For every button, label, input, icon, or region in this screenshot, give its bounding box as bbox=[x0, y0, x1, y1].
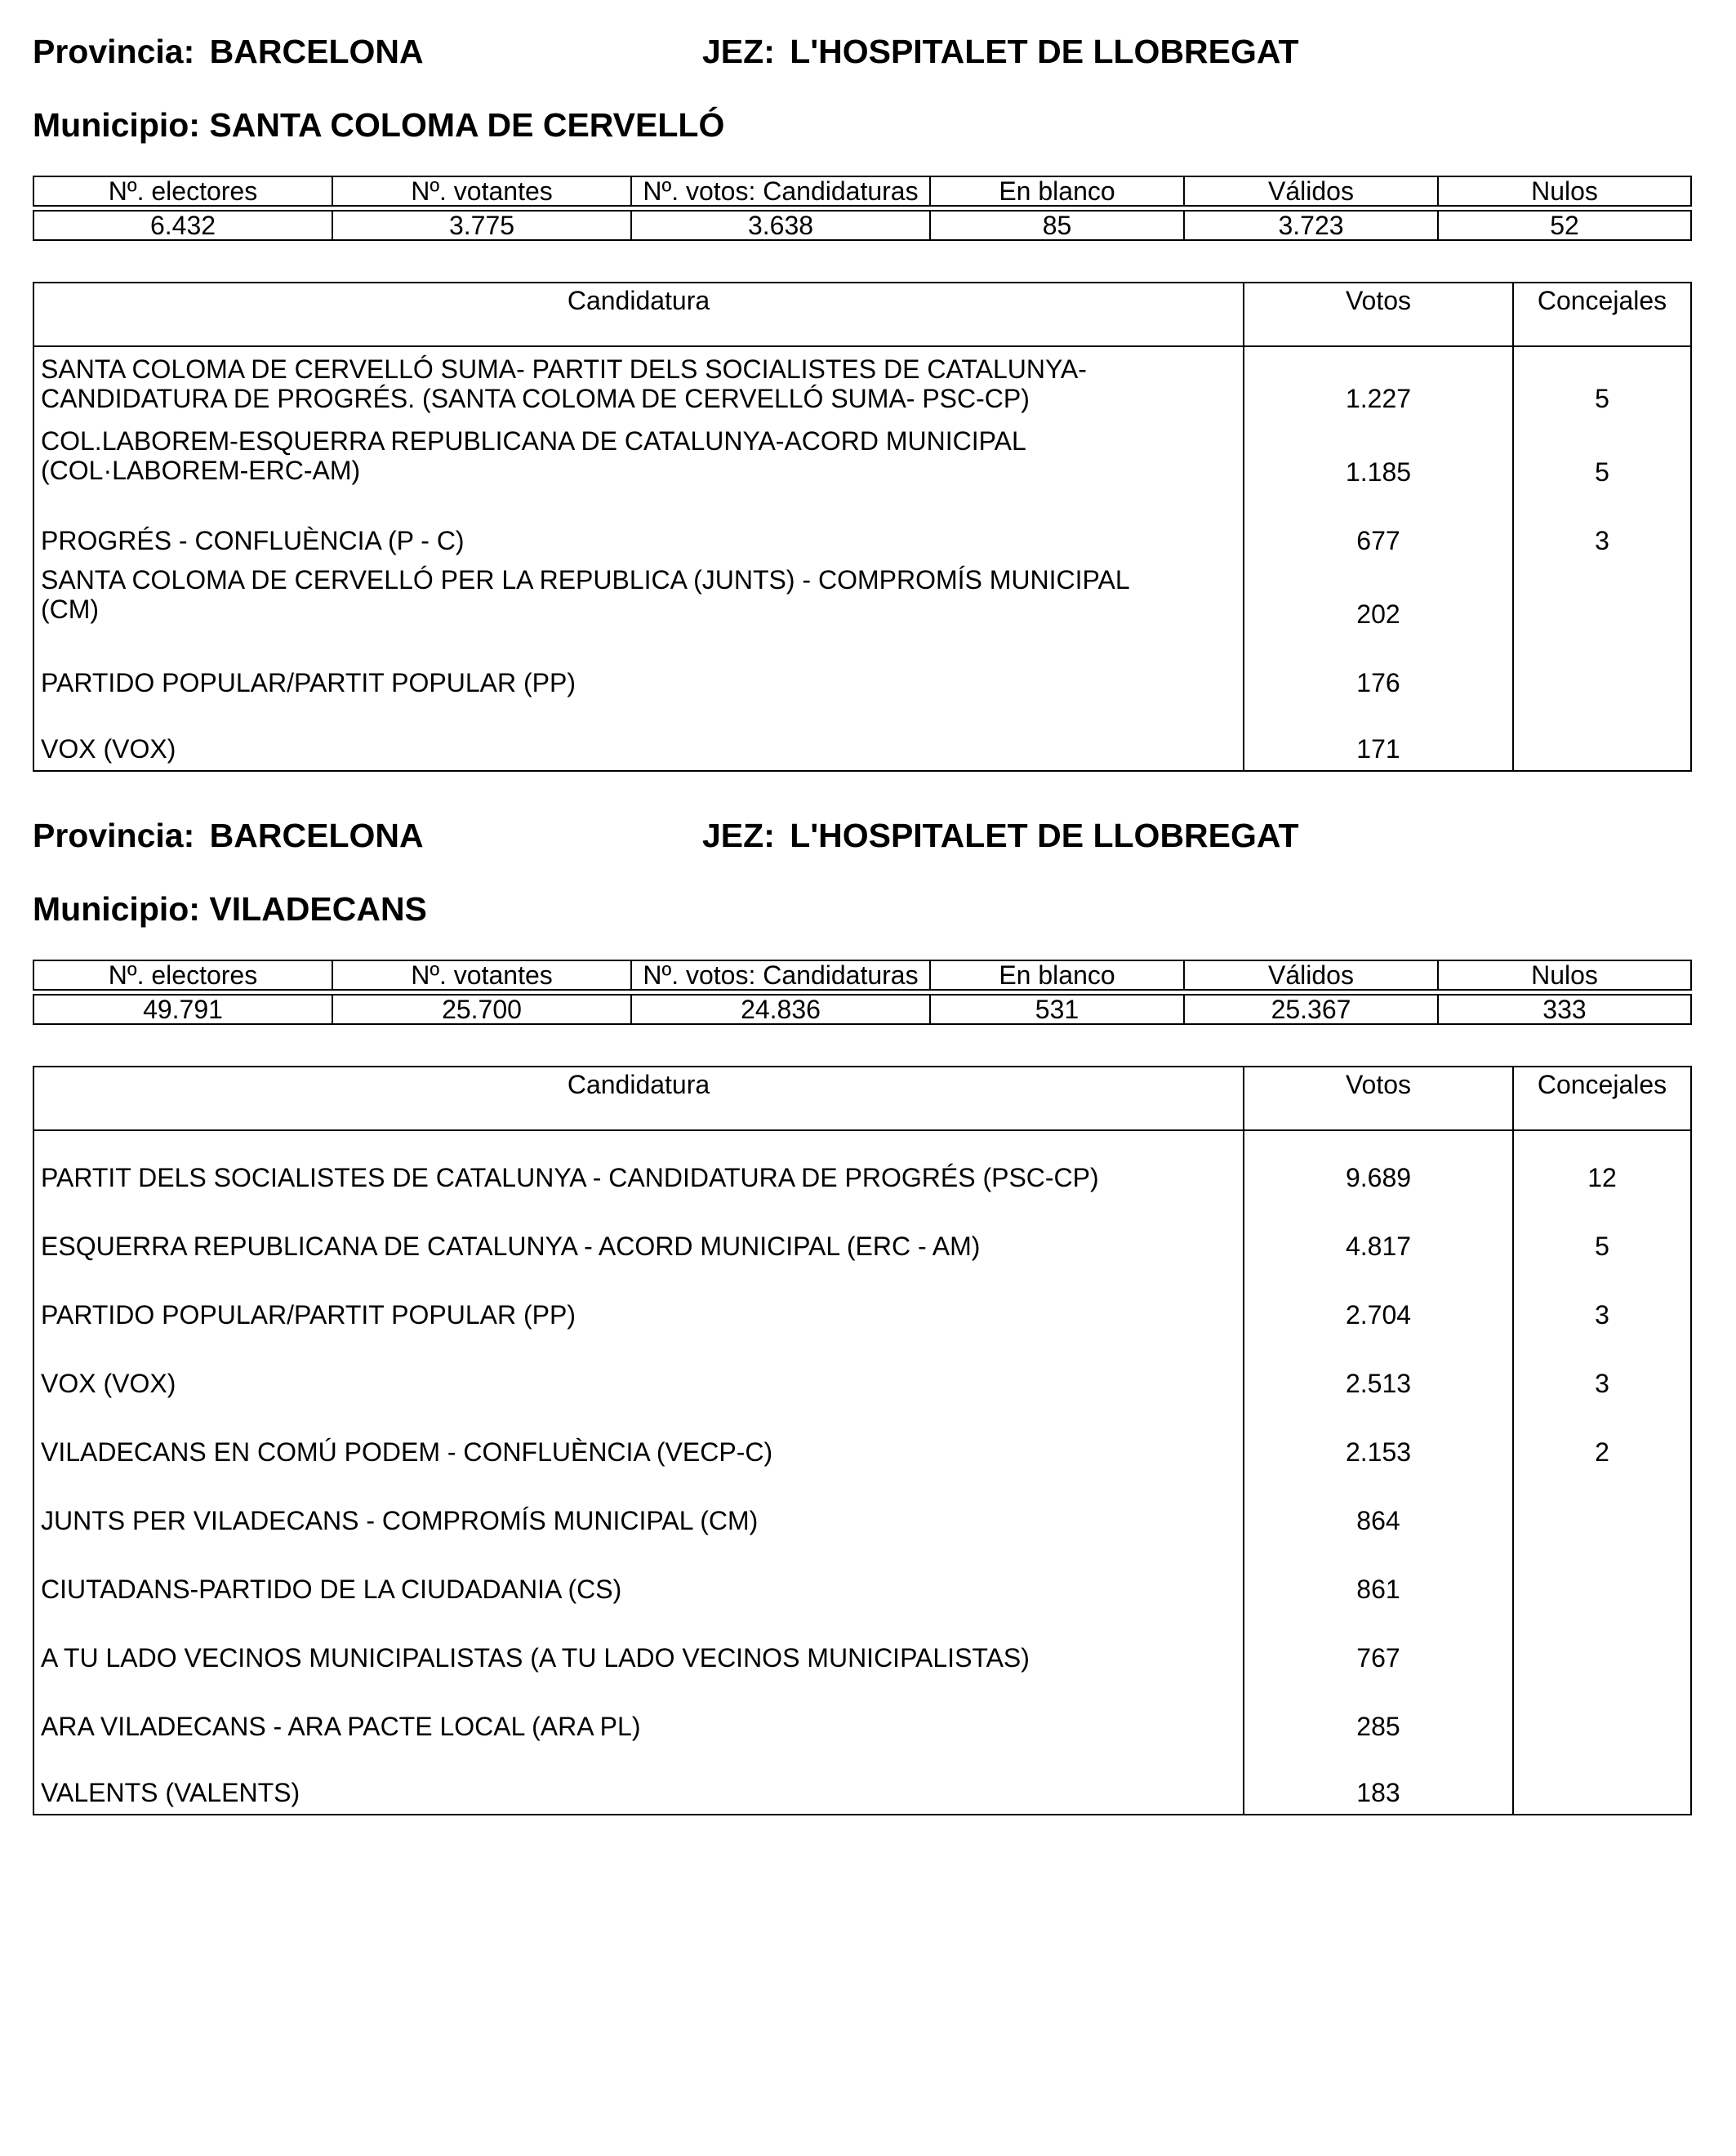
candidatura-concejales bbox=[1513, 1473, 1691, 1542]
table-row bbox=[33, 1679, 1691, 1748]
candidatura-votos: 4.817 bbox=[1244, 1199, 1513, 1267]
candidaturas-header-row bbox=[33, 283, 1691, 346]
candidatura-votos: 176 bbox=[1244, 635, 1513, 704]
candidatura-concejales bbox=[1513, 1748, 1691, 1815]
header-votos: Votos bbox=[1244, 283, 1513, 346]
candidatura-name: COL.LABOREM-ESQUERRA REPUBLICANA DE CATALUNYA-ACORD MUNICIPAL (COL·LABOREM-ERC-AM) bbox=[33, 420, 1244, 493]
stats-electores: 6.432 bbox=[33, 211, 332, 240]
candidatura-concejales: 2 bbox=[1595, 1437, 1609, 1467]
candidatura-name: VILADECANS EN COMÚ PODEM - CONFLUÈNCIA (VECP-C) bbox=[33, 1405, 1244, 1473]
candidatura-concejales: 5 bbox=[1595, 457, 1609, 487]
candidatura-votos: 1.185 bbox=[1244, 420, 1513, 493]
candidatura-name: JUNTS PER VILADECANS - COMPROMÍS MUNICIPAL (CM) bbox=[33, 1473, 1244, 1542]
table-row bbox=[33, 1542, 1691, 1610]
section-header bbox=[33, 31, 1690, 72]
candidatura-name: PARTIDO POPULAR/PARTIT POPULAR (PP) bbox=[33, 635, 1244, 704]
candidatura-votos: 864 bbox=[1244, 1473, 1513, 1542]
candidatura-name: A TU LADO VECINOS MUNICIPALISTAS (A TU LADO VECINOS MUNICIPALISTAS) bbox=[33, 1610, 1244, 1679]
municipio-heading: Municipio: VILADECANS bbox=[33, 890, 427, 928]
candidatura-votos: 2.513 bbox=[1244, 1336, 1513, 1405]
stats-header-en-blanco: En blanco bbox=[930, 960, 1184, 990]
table-row bbox=[33, 1473, 1691, 1542]
candidatura-concejales bbox=[1513, 1679, 1691, 1748]
candidatura-votos: 171 bbox=[1244, 704, 1513, 771]
candidatura-votos: 767 bbox=[1244, 1610, 1513, 1679]
table-row bbox=[33, 1610, 1691, 1679]
candidatura-votos: 285 bbox=[1244, 1679, 1513, 1748]
header-concejales: Concejales bbox=[1513, 283, 1691, 346]
candidatura-concejales: 3 bbox=[1595, 1369, 1609, 1398]
candidatura-concejales bbox=[1513, 1610, 1691, 1679]
municipio-value: SANTA COLOMA DE CERVELLÓ bbox=[209, 106, 725, 144]
candidatura-votos: 183 bbox=[1244, 1748, 1513, 1815]
candidatura-votos: 2.153 bbox=[1244, 1405, 1513, 1473]
stats-validos: 3.723 bbox=[1184, 211, 1438, 240]
table-row bbox=[33, 346, 1691, 420]
stats-en-blanco: 531 bbox=[930, 995, 1184, 1024]
candidatura-name: PARTIDO POPULAR/PARTIT POPULAR (PP) bbox=[33, 1267, 1244, 1336]
candidatura-concejales: 3 bbox=[1595, 1300, 1609, 1330]
stats-electores: 49.791 bbox=[33, 995, 332, 1024]
stats-table bbox=[33, 176, 1692, 241]
stats-value-row bbox=[33, 211, 1691, 240]
stats-nulos: 333 bbox=[1438, 995, 1691, 1024]
stats-validos: 25.367 bbox=[1184, 995, 1438, 1024]
stats-header-nulos: Nulos bbox=[1438, 176, 1691, 206]
candidaturas-table bbox=[33, 282, 1692, 772]
candidatura-name: SANTA COLOMA DE CERVELLÓ PER LA REPUBLICA (JUNTS) - COMPROMÍS MUNICIPAL (CM) bbox=[33, 562, 1244, 635]
table-row bbox=[33, 635, 1691, 704]
table-row bbox=[33, 1199, 1691, 1267]
candidatura-name: SANTA COLOMA DE CERVELLÓ SUMA- PARTIT DELS SOCIALISTES DE CATALUNYA- CANDIDATURA DE PROGRÉS. (SANTA COLOMA DE CERVELLÓ SUMA- PSC-CP) bbox=[33, 346, 1244, 420]
stats-votos-candidaturas: 3.638 bbox=[631, 211, 930, 240]
candidatura-name: VOX (VOX) bbox=[33, 1336, 1244, 1405]
stats-header-nulos: Nulos bbox=[1438, 960, 1691, 990]
candidatura-name: ESQUERRA REPUBLICANA DE CATALUNYA - ACORD MUNICIPAL (ERC - AM) bbox=[33, 1199, 1244, 1267]
stats-votos-candidaturas: 24.836 bbox=[631, 995, 930, 1024]
candidatura-concejales bbox=[1513, 1542, 1691, 1610]
table-row bbox=[33, 1267, 1691, 1336]
candidatura-votos: 2.704 bbox=[1244, 1267, 1513, 1336]
table-row bbox=[33, 1748, 1691, 1815]
section-header bbox=[33, 815, 1690, 856]
stats-nulos: 52 bbox=[1438, 211, 1691, 240]
stats-header-row bbox=[33, 960, 1691, 990]
stats-en-blanco: 85 bbox=[930, 211, 1184, 240]
header-candidatura: Candidatura bbox=[33, 1067, 1244, 1130]
header-concejales: Concejales bbox=[1513, 1067, 1691, 1130]
table-row bbox=[33, 1336, 1691, 1405]
candidatura-concejales bbox=[1513, 704, 1691, 771]
table-row bbox=[33, 493, 1691, 562]
jez-heading: JEZ: L'HOSPITALET DE LLOBREGAT bbox=[702, 817, 1299, 854]
candidatura-concejales: 12 bbox=[1587, 1163, 1617, 1192]
provincia-heading: Provincia: BARCELONA bbox=[33, 817, 424, 854]
provincia-heading: Provincia: BARCELONA bbox=[33, 33, 424, 70]
candidatura-votos: 677 bbox=[1244, 493, 1513, 562]
stats-header-votos-candidaturas: Nº. votos: Candidaturas bbox=[631, 176, 930, 206]
candidatura-name: ARA VILADECANS - ARA PACTE LOCAL (ARA PL) bbox=[33, 1679, 1244, 1748]
stats-votantes: 25.700 bbox=[332, 995, 631, 1024]
stats-header-electores: Nº. electores bbox=[33, 960, 332, 990]
candidatura-concejales bbox=[1513, 635, 1691, 704]
jez-heading: JEZ: L'HOSPITALET DE LLOBREGAT bbox=[702, 33, 1299, 70]
table-row bbox=[33, 704, 1691, 771]
candidatura-concejales bbox=[1513, 562, 1691, 635]
jez-value: L'HOSPITALET DE LLOBREGAT bbox=[790, 817, 1299, 854]
stats-header-votantes: Nº. votantes bbox=[332, 176, 631, 206]
header-votos: Votos bbox=[1244, 1067, 1513, 1130]
candidatura-name: CIUTADANS-PARTIDO DE LA CIUDADANIA (CS) bbox=[33, 1542, 1244, 1610]
candidatura-concejales: 5 bbox=[1595, 384, 1609, 413]
stats-header-validos: Válidos bbox=[1184, 960, 1438, 990]
candidatura-name: PROGRÉS - CONFLUÈNCIA (P - C) bbox=[33, 493, 1244, 562]
candidatura-votos: 9.689 bbox=[1244, 1130, 1513, 1199]
provincia-value: BARCELONA bbox=[209, 817, 424, 854]
candidatura-votos: 202 bbox=[1244, 562, 1513, 635]
stats-votantes: 3.775 bbox=[332, 211, 631, 240]
table-row bbox=[33, 562, 1691, 635]
candidatura-votos: 861 bbox=[1244, 1542, 1513, 1610]
candidatura-concejales: 5 bbox=[1595, 1232, 1609, 1261]
candidaturas-table bbox=[33, 1066, 1692, 1815]
candidatura-concejales: 3 bbox=[1595, 526, 1609, 555]
stats-header-votos-candidaturas: Nº. votos: Candidaturas bbox=[631, 960, 930, 990]
stats-value-row bbox=[33, 995, 1691, 1024]
candidatura-name: VOX (VOX) bbox=[33, 704, 1244, 771]
header-candidatura: Candidatura bbox=[33, 283, 1244, 346]
jez-value: L'HOSPITALET DE LLOBREGAT bbox=[790, 33, 1299, 70]
table-row bbox=[33, 420, 1691, 493]
candidatura-name: VALENTS (VALENTS) bbox=[33, 1748, 1244, 1815]
stats-header-electores: Nº. electores bbox=[33, 176, 332, 206]
municipio-value: VILADECANS bbox=[209, 890, 427, 928]
candidatura-name: PARTIT DELS SOCIALISTES DE CATALUNYA - CANDIDATURA DE PROGRÉS (PSC-CP) bbox=[33, 1130, 1244, 1199]
table-row bbox=[33, 1130, 1691, 1199]
municipio-heading: Municipio: SANTA COLOMA DE CERVELLÓ bbox=[33, 106, 725, 144]
stats-header-votantes: Nº. votantes bbox=[332, 960, 631, 990]
stats-header-en-blanco: En blanco bbox=[930, 176, 1184, 206]
stats-header-validos: Válidos bbox=[1184, 176, 1438, 206]
candidaturas-header-row bbox=[33, 1067, 1691, 1130]
provincia-value: BARCELONA bbox=[209, 33, 424, 70]
stats-header-row bbox=[33, 176, 1691, 206]
table-row bbox=[33, 1405, 1691, 1473]
candidatura-votos: 1.227 bbox=[1244, 346, 1513, 420]
stats-table bbox=[33, 960, 1692, 1025]
